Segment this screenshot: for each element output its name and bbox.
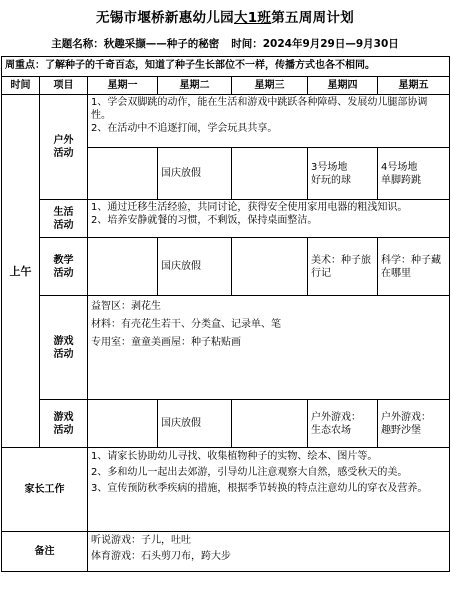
morning-label: 上午 [2,95,40,448]
notes-label: 备注 [2,532,88,572]
col-item: 项目 [40,77,88,95]
notes-line-1: 听说游戏：子儿，吐吐 [91,535,191,546]
notes-content [88,532,450,572]
parents-row [2,448,450,532]
teaching-label: 教学 活动 [40,238,88,296]
game1-line-3: 专用室：童童美画屋：种子粘贴画 [91,337,241,348]
teaching-fri: 科学：种子藏在哪里 [378,238,450,296]
weekly-plan-table [1,56,450,572]
week-focus: 周重点：了解种子的千奇百态，知道了种子生长部位不一样，传播方式也各不相同。 [2,57,450,77]
col-mon: 星期一 [88,77,158,95]
outdoor-tue: 国庆放假 [158,148,232,200]
outdoor-goals [88,95,450,148]
outdoor-goal-row [2,95,450,148]
col-thu: 星期四 [308,77,378,95]
parents-content [88,448,450,532]
life-label: 生活 活动 [40,200,88,238]
game1-line-1: 益智区：剥花生 [91,301,161,312]
game2-wed [232,400,308,448]
col-tue: 星期二 [158,77,232,95]
time-label: 时间： [231,38,263,50]
game1-row [2,296,450,400]
teaching-mon [88,238,158,296]
game2-fri: 户外游戏： 趣野沙堡 [378,400,450,448]
notes-line-2: 体育游戏：石头剪刀布，跨大步 [91,551,231,562]
life-row [2,200,450,238]
title-post: 第五周周计划 [271,10,355,26]
theme-label: 主题名称： [51,38,104,50]
teaching-thu: 美术：种子旅行记 [308,238,378,296]
outdoor-label: 户外 活动 [40,95,88,200]
teaching-tue: 国庆放假 [158,238,232,296]
parents-label: 家长工作 [2,448,88,532]
notes-row [2,532,450,572]
outdoor-wed [232,148,308,200]
focus-row [2,57,450,77]
outdoor-mon [88,148,158,200]
theme-value: 秋趣采撷——种子的秘密 [103,38,220,50]
game2-tue: 国庆放假 [158,400,232,448]
parents-line-3: 3、宣传预防秋季疾病的措施，根据季节转换的特点注意幼儿的穿衣及营养。 [91,483,428,494]
parents-line-2: 2、多和幼儿一起出去郊游，引导幼儿注意观察大自然，感受秋天的美。 [91,467,408,478]
game2-thu: 户外游戏： 生态农场 [308,400,378,448]
game2-mon [88,400,158,448]
col-time: 时间 [2,77,40,95]
life-goals [88,200,450,238]
header-row [2,77,450,95]
parents-line-1: 1、请家长协助幼儿寻找、收集植物种子的实物、绘本、图片等。 [91,451,378,462]
life-goal-1: 1、通过迁移生活经验，共同讨论，获得安全使用家用电器的粗浅知识。 [91,202,408,213]
title-class: 大1班 [233,10,272,26]
page-title [0,6,450,26]
game1-content [88,296,450,400]
outdoor-fri: 4号场地 单脚跨跳 [378,148,450,200]
teaching-row [2,238,450,296]
col-fri: 星期五 [378,77,450,95]
game1-label: 游戏 活动 [40,296,88,400]
game2-row [2,400,450,448]
time-value: 2024年9月29日—9月30日 [262,38,399,50]
title-pre: 无锡市堰桥新惠幼儿园 [95,10,234,26]
game2-label: 游戏 活动 [40,400,88,448]
outdoor-goal-2: 2、在活动中不追逐打闹，学会玩具共享。 [91,123,278,134]
outdoor-thu: 3号场地 好玩的球 [308,148,378,200]
game1-line-2: 材料：有壳花生若干、分类盒、记录单、笔 [91,319,281,330]
col-wed: 星期三 [232,77,308,95]
life-goal-2: 2、培养安静就餐的习惯，不剩饭，保持桌面整洁。 [91,215,318,226]
teaching-wed [232,238,308,296]
subtitle [0,36,450,51]
outdoor-goal-1: 1、学会双脚跳的动作，能在生活和游戏中跳跃各种障碍、发展幼儿腿部协调性。 [91,97,428,121]
